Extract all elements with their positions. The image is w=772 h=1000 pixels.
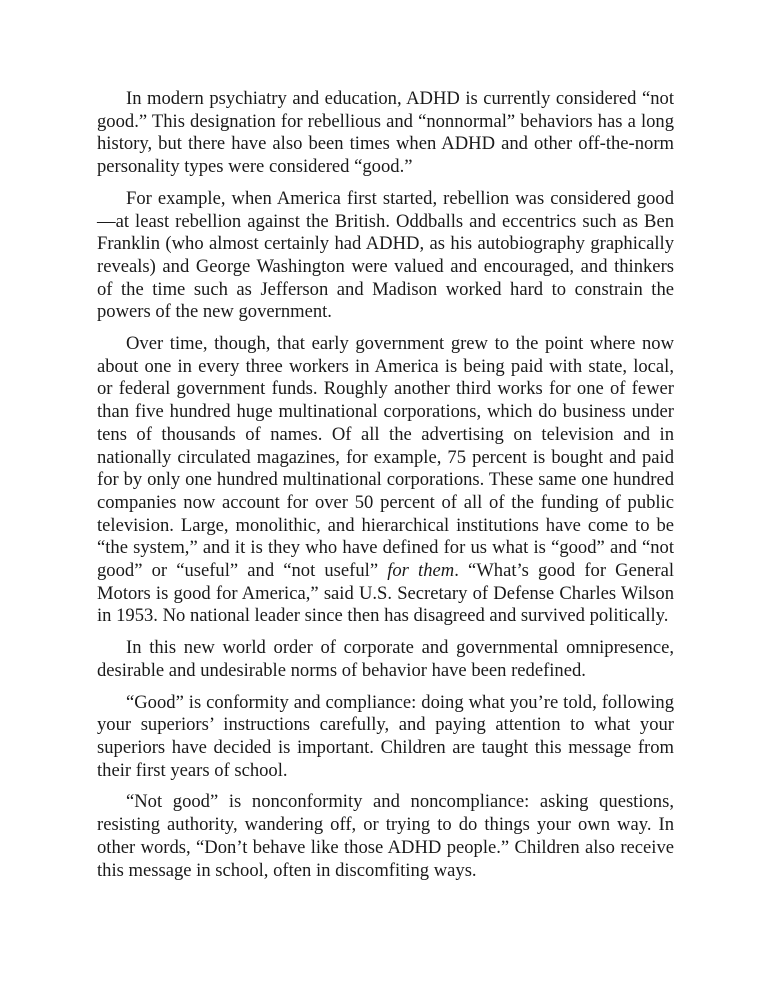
- paragraph-1: In modern psychiatry and education, ADHD is currently considered “not good.” This designation for rebellious and “nonnormal” behaviors has a long history, but there have also been times when ADHD and other off-the-norm personality types were considered “good.”: [97, 88, 674, 178]
- paragraph-3-text-end: . “What’s good for General Motors is good for America,” said U.S. Secretary of Defense Charles Wilson in 1953. No national leader since then has disagreed and survived politically.: [97, 560, 675, 627]
- paragraph-6: “Not good” is nonconformity and noncompliance: asking questions, resisting authority, wandering off, or trying to do things your own way. In other words, “Don’t behave like those ADHD people.” Children also receive this message in school, often in discomfiting ways.: [97, 791, 674, 881]
- paragraph-4: In this new world order of corporate and governmental omnipresence, desirable and undesirable norms of behavior have been redefined.: [97, 637, 674, 681]
- paragraph-5: “Good” is conformity and compliance: doing what you’re told, following your superiors’ instructions carefully, and paying attention to what your superiors have decided is important. Children are taught this message from their first years of school.: [97, 691, 674, 781]
- paragraph-2: For example, when America first started, rebellion was considered good —at least rebellion against the British. Oddballs and eccentrics such as Ben Franklin (who almost certainly had ADHD, as his autobiography graphically reveals) and George Washington were valued and encouraged, and thinkers of the time such as Jefferson and Madison worked hard to constrain the powers of the new government.: [97, 187, 674, 323]
- document-body: [97, 88, 674, 891]
- paragraph-3-italic-phrase: for them: [387, 560, 455, 582]
- paragraph-3: [97, 333, 674, 628]
- paragraph-3-text-start: Over time, though, that early government grew to the point where now about one in every three workers in America is being paid with state, local, or federal government funds. Roughly another third works for one of fewer than five hundred huge multinational corporations, which do business under tens of thousands of names. Of all the advertising on television and in nationally circulated magazines, for example, 75 percent is bought and paid for by only one hundred multinational corporations. These same one hundred companies now account for over 50 percent of all of the funding of public television. Large, monolithic, and hierarchical institutions have come to be “the system,” and it is they who have defined for us what is “good” and “not good” or “useful” and “not useful”: [97, 333, 674, 582]
